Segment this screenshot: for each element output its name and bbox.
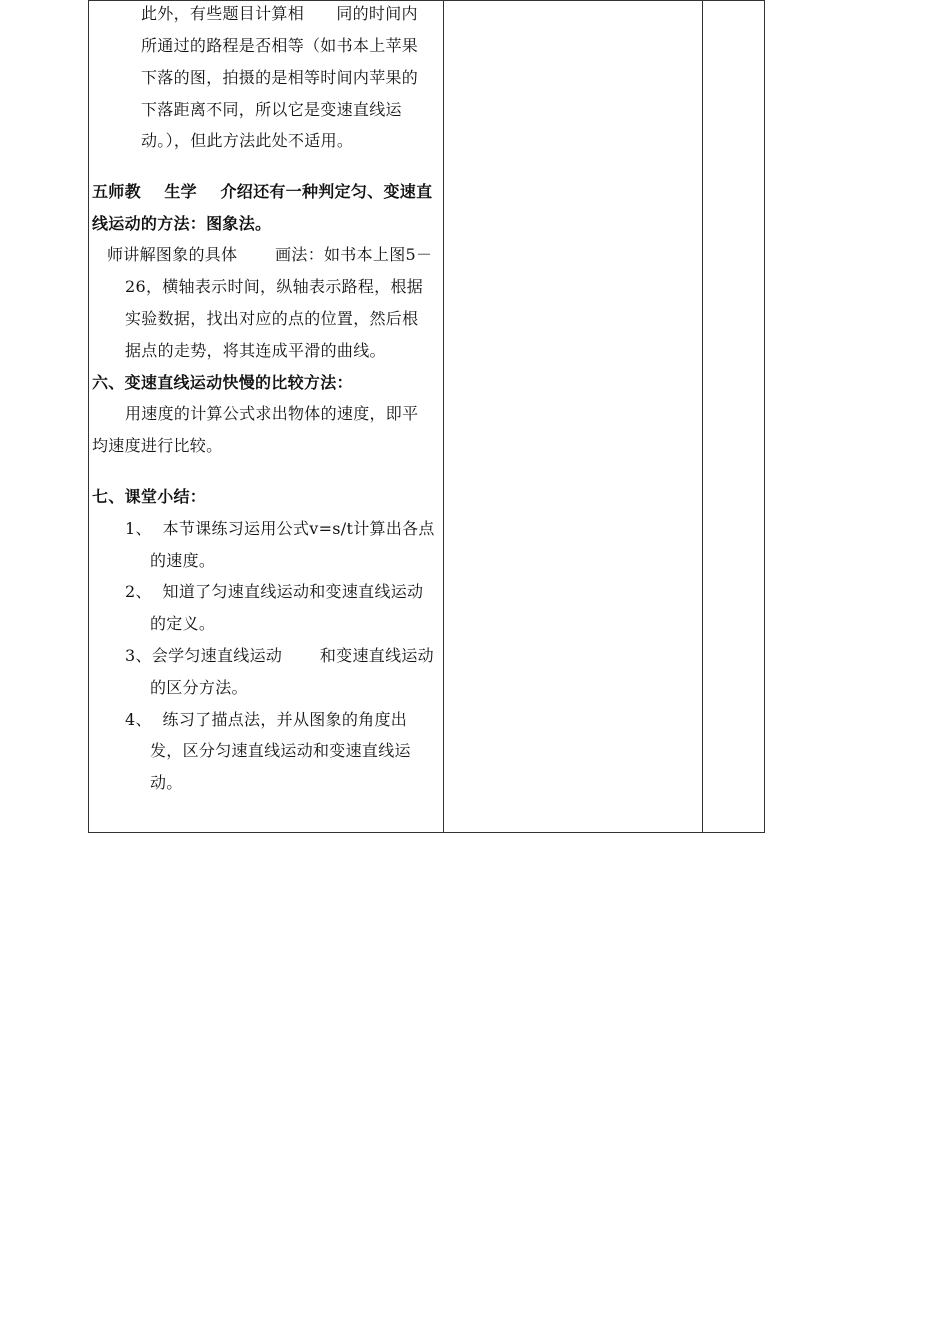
- summary-item-cont: 的速度。: [150, 551, 216, 570]
- section6-heading: 六、变速直线运动快慢的比较方法：: [92, 373, 353, 392]
- summary-item: 1、 本节课练习运用公式v=s/t计算出各点: [125, 519, 435, 538]
- section5-heading: 五师教 生学 介绍还有一种判定匀、变速直: [92, 182, 433, 201]
- column-divider-2: [702, 1, 703, 832]
- section5-body-line: 据点的走势，将其连成平滑的曲线。: [125, 341, 386, 360]
- intro-line: 下落的图，拍摄的是相等时间内苹果的: [141, 68, 419, 87]
- summary-item-cont: 发，区分匀速直线运动和变速直线运: [150, 741, 411, 760]
- section5-body-line: 实验数据，找出对应的点的位置，然后根: [125, 309, 419, 328]
- section5-heading: 线运动的方法：图象法。: [92, 214, 272, 233]
- section7-heading: 七、课堂小结：: [92, 487, 207, 506]
- intro-line: 动。），但此方法此处不适用。: [141, 131, 354, 150]
- summary-item-cont: 动。: [150, 773, 183, 792]
- section5-body-line: 师讲解图象的具体 画法：如书本上图5－: [107, 245, 433, 264]
- column-divider-1: [443, 1, 444, 832]
- section6-body-line: 用速度的计算公式求出物体的速度，即平: [125, 404, 419, 423]
- intro-line: 所通过的路程是否相等（如书本上苹果: [141, 36, 419, 55]
- intro-line: 此外，有些题目计算相 同的时间内: [141, 4, 418, 23]
- summary-item-cont: 的区分方法。: [150, 678, 248, 697]
- summary-item-cont: 的定义。: [150, 614, 216, 633]
- summary-item: 3、会学匀速直线运动 和变速直线运动: [125, 646, 434, 665]
- lesson-table: [88, 0, 765, 833]
- summary-item: 2、 知道了匀速直线运动和变速直线运动: [125, 582, 424, 601]
- summary-item: 4、 练习了描点法，并从图象的角度出: [125, 710, 408, 729]
- section5-body-line: 26，横轴表示时间，纵轴表示路程，根据: [125, 277, 424, 296]
- content-cell: [89, 1, 443, 833]
- intro-line: 下落距离不同，所以它是变速直线运: [141, 100, 402, 119]
- section6-body-line: 均速度进行比较。: [92, 436, 223, 455]
